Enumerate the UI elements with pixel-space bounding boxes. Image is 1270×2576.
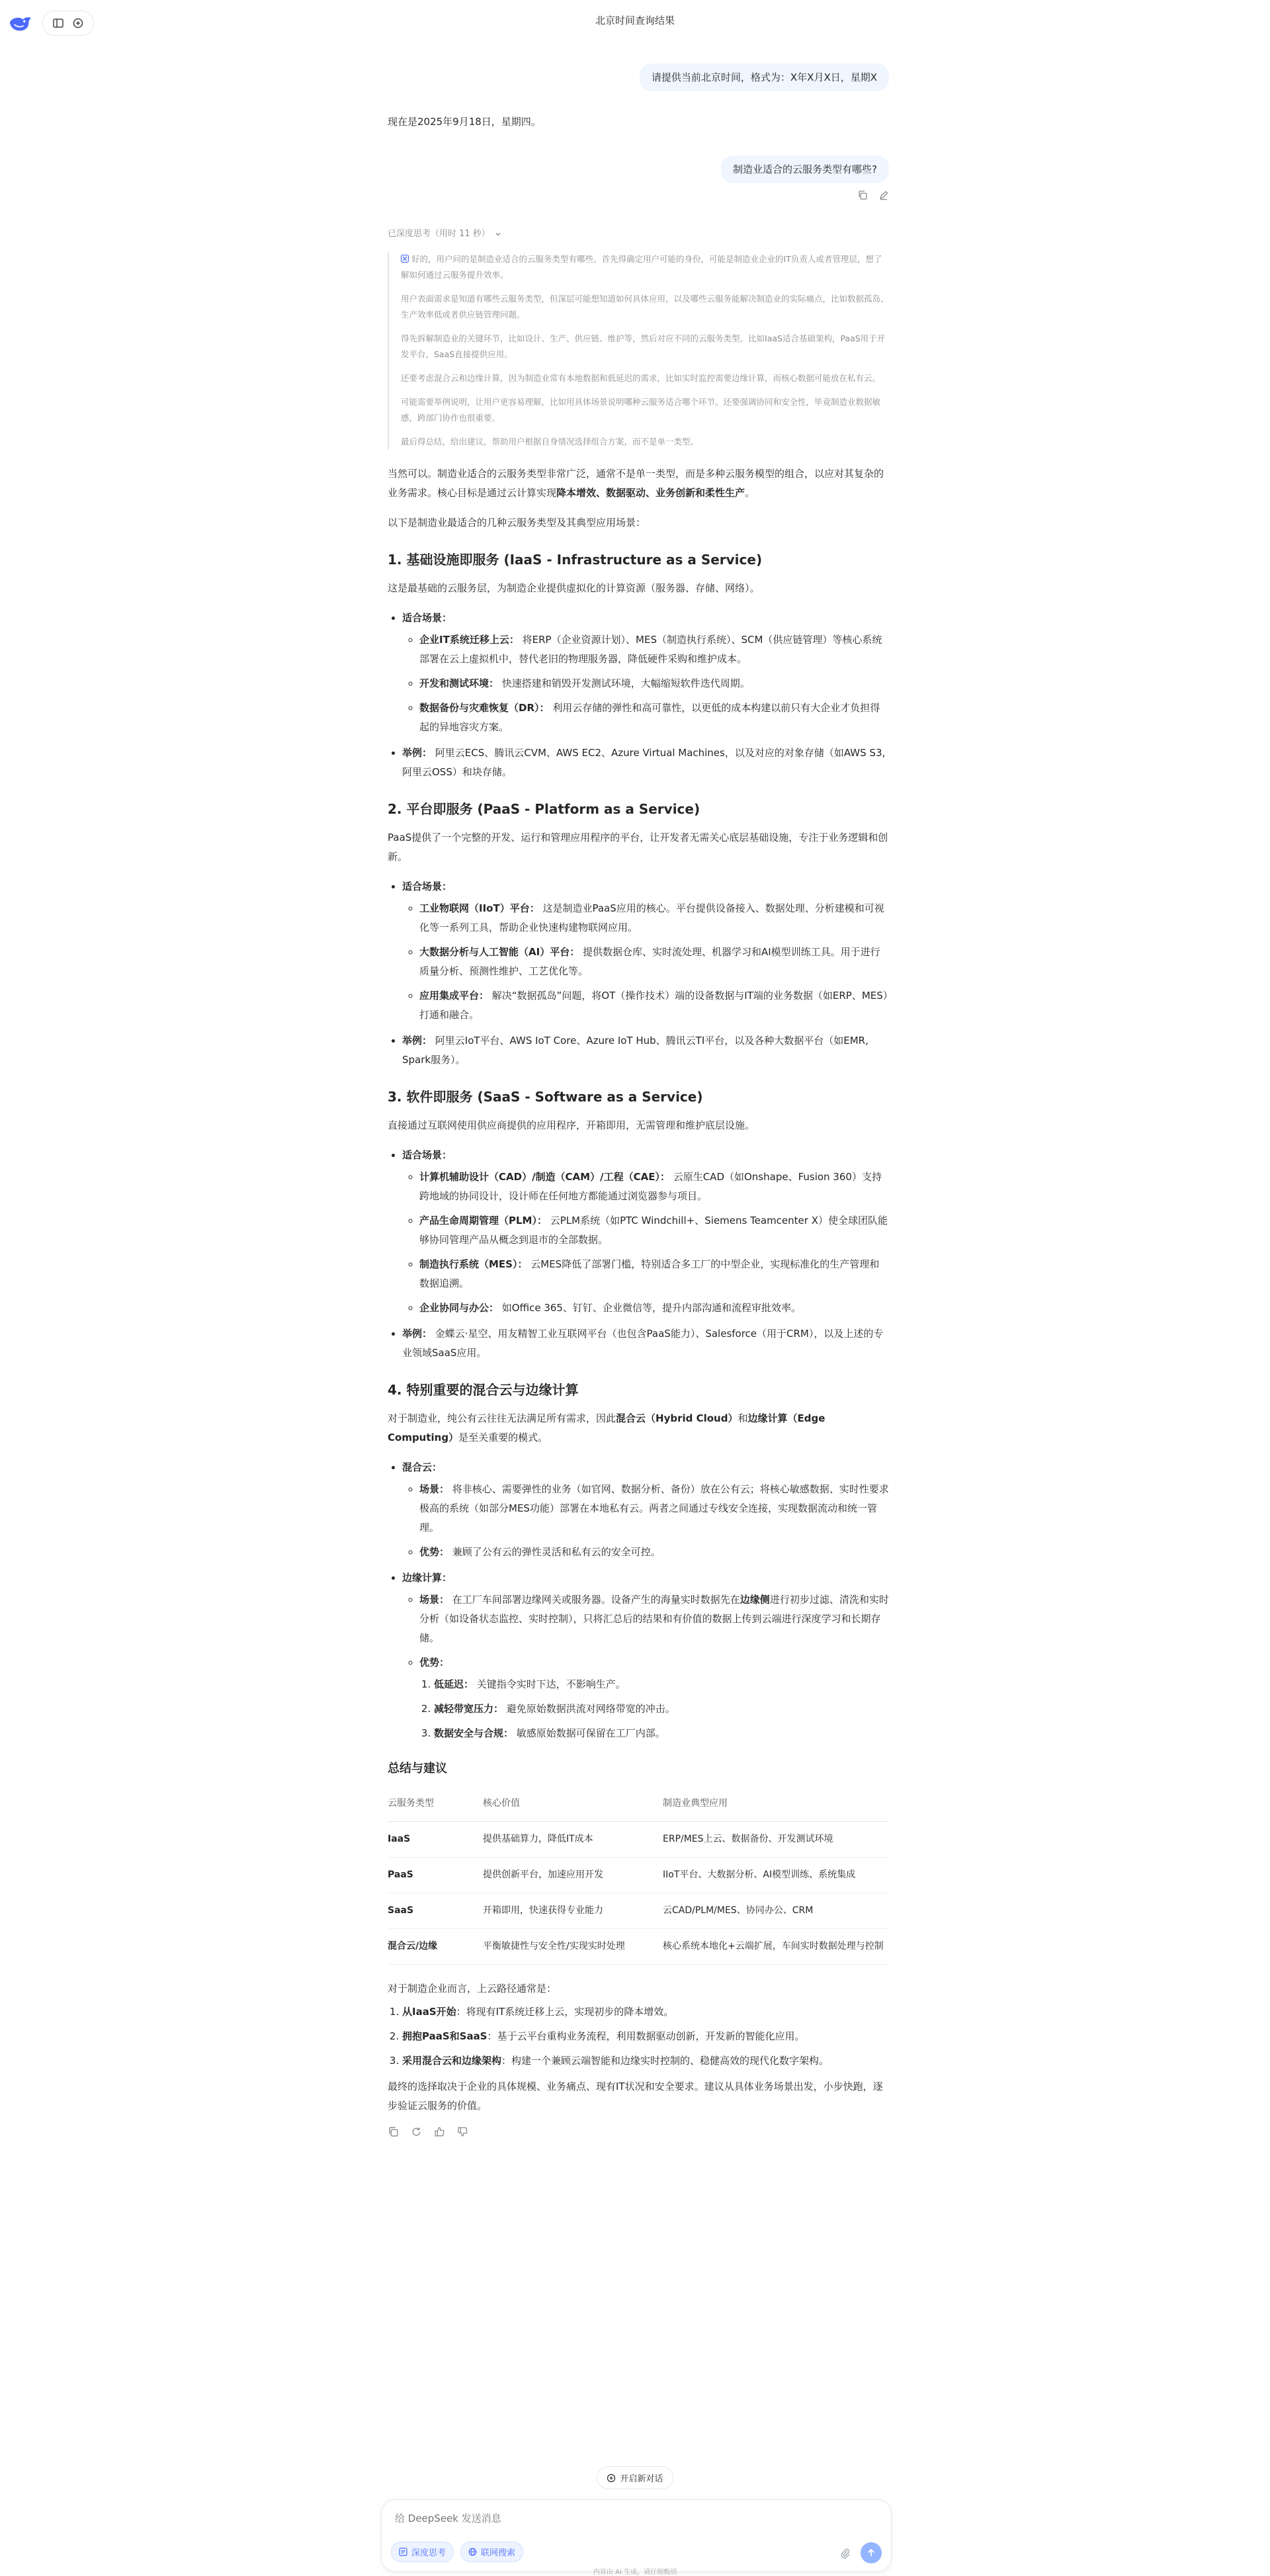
list-item: • 适合场景： ◦ 工业物联网（IIoT）平台： 这是制造业PaaS应用的核心。平台提供设备接入、数据处理、分析建模和可视化等一系列工具，帮助企业快速构建物联网应用。 ◦ 大数据分析与人工智能（AI）平台： 提供数据仓库、实时流处理、机器学习和AI模型训练工具。用于进行质量分析、预测性维护、工艺优化等。 ◦ 应用集成平台： 解决“数据孤岛”问题，将OT（操作技术）端的设备数据与IT端的业务数据（如ERP、MES）打通和融合。	[402, 877, 889, 1025]
summary-table	[388, 1786, 889, 1965]
table-cell: 开箱即用，快速获得专业能力	[483, 1893, 663, 1929]
thinking-paragraph: 用户表面需求是知道有哪些云服务类型，但深层可能想知道如何具体应用，以及哪些云服务能解决制造业的实际痛点，比如数据孤岛、生产效率低或者供应链管理问题。	[401, 294, 889, 320]
list-item: ◦ 大数据分析与人工智能（AI）平台： 提供数据仓库、实时流处理、机器学习和AI模型训练工具。用于进行质量分析、预测性维护、工艺优化等。	[419, 943, 889, 981]
regenerate-icon[interactable]	[411, 2126, 422, 2137]
deep-think-label: 深度思考	[411, 2548, 446, 2558]
copy-icon[interactable]	[388, 2126, 399, 2137]
user-message-actions	[388, 190, 889, 200]
list-item: 1. 从IaaS开始：将现有IT系统迁移上云，实现初步的降本增效。	[402, 2002, 889, 2022]
list-item: • 混合云： ◦ 场景： 将非核心、需要弹性的业务（如官网、数据分析、备份）放在公有云；将核心敏感数据、实时性要求极高的系统（如部分MES功能）部署在本地私有云。两者之间通过专线安全连接，实现数据流动和统一管理。 ◦ 优势： 兼顾了公有云的弹性灵活和私有云的安全可控。	[402, 1458, 889, 1562]
list-item: • 适合场景： ◦ 计算机辅助设计（CAD）/制造（CAM）/工程（CAE）： 云原生CAD（如Onshape、Fusion 360）支持跨地域的协同设计，设计师在任何地方都能通过浏览器参与项目。 ◦ 产品生命周期管理（PLM）： 云PLM系统（如PTC Windchill+、Siemens Teamcenter X）使全球团队能够协同管理产品从概念到退市的全部数据。 ◦ 制造执行系统（MES）： 云MES降低了部署门槛，特别适合多工厂的中型企业，实现标准化的生产管理和数据追溯。 ◦ 企业协同与办公： 如Office 365、钉钉、企业微信等，提升内部沟通和流程审批效率。	[402, 1146, 889, 1318]
list-item: 2. 减轻带宽压力： 避免原始数据洪流对网络带宽的冲击。	[434, 1699, 889, 1719]
closing-paragraph: 最终的选择取决于企业的具体规模、业务痛点、现有IT状况和安全要求。建议从具体业务场景出发，小步快跑，逐步验证云服务的价值。	[388, 2081, 883, 2112]
globe-icon	[468, 2548, 477, 2556]
list-item: ◦ 数据备份与灾难恢复（DR）： 利用云存储的弹性和高可靠性，以更低的成本构建以前只有大企业才负担得起的异地容灾方案。	[419, 699, 889, 737]
response-actions	[388, 2126, 889, 2137]
section-list	[388, 609, 889, 782]
list-item: ◦ 应用集成平台： 解决“数据孤岛”问题，将OT（操作技术）端的设备数据与IT端的业务数据（如ERP、MES）打通和融合。	[419, 986, 889, 1025]
user-message-row	[388, 64, 889, 91]
thinking-paragraph: 还要考虑混合云和边缘计算，因为制造业常有本地数据和低延迟的需求，比如实时监控需要边缘计算，而核心数据可能放在私有云。	[401, 373, 881, 383]
new-chat-label: 开启新对话	[620, 2474, 663, 2484]
list-item: ◦ 场景： 将非核心、需要弹性的业务（如官网、数据分析、备份）放在公有云；将核心敏感数据、实时性要求极高的系统（如部分MES功能）部署在本地私有云。两者之间通过专线安全连接，实现数据流动和统一管理。	[419, 1480, 889, 1537]
path-intro: 对于制造企业而言，上云路径通常是：	[388, 1983, 557, 1995]
table-cell: 混合云/边缘	[388, 1929, 483, 1965]
section-desc: PaaS提供了一个完整的开发、运行和管理应用程序的平台，让开发者无需关心底层基础设施，专注于业务逻辑和创新。	[388, 832, 888, 863]
web-search-label: 联网搜索	[481, 2548, 516, 2558]
sub-list	[402, 630, 889, 737]
section-desc: 这是最基础的云服务层，为制造企业提供虚拟化的计算资源（服务器、存储、网络）。	[388, 582, 760, 594]
table-cell: IIoT平台、大数据分析、AI模型训练、系统集成	[663, 1858, 889, 1893]
table-cell: PaaS	[388, 1858, 483, 1893]
section-heading: 总结与建议	[388, 1762, 447, 1776]
user-message: 制造业适合的云服务类型有哪些?	[721, 155, 889, 183]
web-search-button[interactable]	[460, 2542, 523, 2562]
numbered-list	[388, 2002, 889, 2071]
table-row	[388, 1929, 889, 1965]
deep-think-icon	[399, 2548, 407, 2556]
section-heading: 3. 软件即服务 (SaaS - Software as a Service)	[388, 1089, 703, 1105]
list-item: 3. 采用混合云和边缘架构：构建一个兼顾云端智能和边缘实时控制的、稳健高效的现代化数字架构。	[402, 2051, 889, 2071]
section-heading: 4. 特别重要的混合云与边缘计算	[388, 1382, 579, 1398]
table-row	[388, 1893, 889, 1929]
table-header: 制造业典型应用	[663, 1786, 889, 1822]
list-item: 3. 数据安全与合规： 敏感原始数据可保留在工厂内部。	[434, 1724, 889, 1743]
section-list	[388, 1458, 889, 1743]
user-message: 请提供当前北京时间，格式为：X年X月X日，星期X	[640, 64, 889, 91]
table-cell: 核心系统本地化+云端扩展，车间实时数据处理与控制	[663, 1929, 889, 1965]
answer-text: 现在是2025年9月18日，星期四。	[388, 116, 541, 128]
table-header: 云服务类型	[388, 1786, 483, 1822]
paperclip-icon[interactable]	[839, 2548, 851, 2559]
list-item: ◦ 产品生命周期管理（PLM）： 云PLM系统（如PTC Windchill+、Siemens Teamcenter X）使全球团队能够协同管理产品从概念到退市的全部数据。	[419, 1211, 889, 1250]
thinking-paragraph: 得先拆解制造业的关键环节，比如设计、生产、供应链、维护等，然后对应不同的云服务类型。比如IaaS适合基础架构，PaaS用于开发平台，SaaS直接提供应用。	[401, 333, 886, 359]
sub-list	[402, 899, 889, 1025]
deep-think-icon	[401, 255, 409, 263]
new-chat-icon	[607, 2473, 616, 2483]
list-item: ◦ 工业物联网（IIoT）平台： 这是制造业PaaS应用的核心。平台提供设备接入、数据处理、分析建模和可视化等一系列工具，帮助企业快速构建物联网应用。	[419, 899, 889, 937]
new-chat-button[interactable]	[597, 2466, 673, 2489]
thumbs-down-icon[interactable]	[457, 2126, 468, 2137]
thinking-toggle[interactable]	[388, 224, 889, 243]
chat-title: 北京时间查询结果	[595, 15, 675, 26]
section-desc: 直接通过互联网使用供应商提供的应用程序，开箱即用，无需管理和维护底层设施。	[388, 1119, 755, 1131]
edit-icon[interactable]	[878, 190, 889, 200]
intro-paragraph: 当然可以。制造业适合的云服务类型非常广泛，通常不是单一类型，而是多种云服务模型的组合，以应对其复杂的业务需求。核心目标是通过云计算实现降本增效、数据驱动、业务创新和柔性生产。	[388, 468, 884, 499]
list-item: ◦ 制造执行系统（MES）： 云MES降低了部署门槛，特别适合多工厂的中型企业，实现标准化的生产管理和数据追溯。	[419, 1255, 889, 1293]
thinking-content	[388, 251, 889, 450]
numbered-list	[419, 1675, 889, 1743]
disclaimer: 内容由 AI 生成，请仔细甄别	[593, 2569, 677, 2576]
list-item: • 适合场景： ◦ 企业IT系统迁移上云： 将ERP（企业资源计划）、MES（制造执行系统）、SCM（供应链管理）等核心系统部署在云上虚拟机中，替代老旧的物理服务器，降低硬件采购和维护成本。 ◦ 开发和测试环境： 快速搭建和销毁开发测试环境，大幅缩短软件迭代周期。 ◦ 数据备份与灾难恢复（DR）： 利用云存储的弹性和高可靠性，以更低的成本构建以前只有大企业才负担得起的异地容灾方案。	[402, 609, 889, 737]
user-message-row	[388, 155, 889, 183]
intro-paragraph: 以下是制造业最适合的几种云服务类型及其典型应用场景：	[388, 517, 646, 529]
section-heading: 2. 平台即服务 (PaaS - Platform as a Service)	[388, 801, 700, 817]
new-chat-container	[0, 2466, 1270, 2489]
table-header: 核心价值	[483, 1786, 663, 1822]
table-cell: IaaS	[388, 1822, 483, 1858]
section-list	[388, 1146, 889, 1363]
thinking-paragraph: 好的，用户问的是制造业适合的云服务类型有哪些。首先得确定用户可能的身份，可能是制造业企业的IT负责人或者管理层，想了解如何通过云服务提升效率。	[401, 254, 882, 280]
table-cell: ERP/MES上云、数据备份、开发测试环境	[663, 1822, 889, 1858]
table-cell: 云CAD/PLM/MES、协同办公、CRM	[663, 1893, 889, 1929]
copy-icon[interactable]	[857, 190, 868, 200]
list-item: ◦ 场景： 在工厂车间部署边缘网关或服务器。设备产生的海量实时数据先在边缘侧进行初步过滤、清洗和实时分析（如设备状态监控、实时控制），只将汇总后的结果和有价值的数据上传到云端进行深度学习和长期存储。	[419, 1590, 889, 1648]
arrow-up-icon	[867, 2548, 876, 2557]
table-cell: SaaS	[388, 1893, 483, 1929]
deep-think-button[interactable]	[391, 2542, 454, 2562]
composer-tools	[391, 2542, 523, 2562]
assistant-message	[388, 224, 889, 2137]
list-item: ◦ 优势： 1. 低延迟： 关键指令实时下达，不影响生产。 2. 减轻带宽压力： 避免原始数据洪流对网络带宽的冲击。 3. 数据安全与合规： 敏感原始数据可保留在工厂内部。	[419, 1653, 889, 1743]
list-item: ◦ 企业IT系统迁移上云： 将ERP（企业资源计划）、MES（制造执行系统）、SCM（供应链管理）等核心系统部署在云上虚拟机中，替代老旧的物理服务器，降低硬件采购和维护成本。	[419, 630, 889, 669]
section-desc: 对于制造业，纯公有云往往无法满足所有需求，因此混合云（Hybrid Cloud）和边缘计算（Edge Computing）是至关重要的模式。	[388, 1412, 826, 1443]
table-cell: 提供创新平台，加速应用开发	[483, 1858, 663, 1893]
table-row	[388, 1822, 889, 1858]
sub-list	[402, 1168, 889, 1318]
list-item: ◦ 企业协同与办公： 如Office 365、钉钉、企业微信等，提升内部沟通和流程审批效率。	[419, 1299, 889, 1318]
message-input[interactable]	[394, 2512, 859, 2525]
list-item: • 边缘计算： ◦ 场景： 在工厂车间部署边缘网关或服务器。设备产生的海量实时数据先在边缘侧进行初步过滤、清洗和实时分析（如设备状态监控、实时控制），只将汇总后的结果和有价值的数据上传到云端进行深度学习和长期存储。 ◦ 优势： 1. 低延迟： 关键指令实时下达，不影响生产。 2. 减轻带宽压力： 避免原始数据洪流对网络带宽的冲击。 3. 数据安全与合规： 敏感原始数据可保留在工厂内部。	[402, 1568, 889, 1743]
thinking-paragraph: 最后得总结，给出建议，帮助用户根据自身情况选择组合方案，而不是单一类型。	[401, 437, 699, 447]
table-row	[388, 1858, 889, 1893]
list-item: 2. 拥抱PaaS和SaaS：基于云平台重构业务流程，利用数据驱动创新，开发新的智能化应用。	[402, 2027, 889, 2046]
conversation	[388, 64, 889, 2137]
list-item: ◦ 计算机辅助设计（CAD）/制造（CAM）/工程（CAE）： 云原生CAD（如Onshape、Fusion 360）支持跨地域的协同设计，设计师在任何地方都能通过浏览器参与项目。	[419, 1168, 889, 1206]
list-item: • 举例： 阿里云ECS、腾讯云CVM、AWS EC2、Azure Virtual Machines，以及对应的对象存储（如AWS S3, 阿里云OSS）和块存储。	[402, 744, 889, 782]
thinking-label: 已深度思考（用时 11 秒）	[388, 229, 490, 239]
list-item: ◦ 优势： 兼顾了公有云的弹性灵活和私有云的安全可控。	[419, 1543, 889, 1562]
send-button[interactable]	[861, 2542, 882, 2563]
assistant-message	[388, 112, 889, 132]
message-composer	[381, 2499, 892, 2572]
thumbs-up-icon[interactable]	[434, 2126, 445, 2137]
table-cell: 平衡敏捷性与安全性/实现实时处理	[483, 1929, 663, 1965]
table-cell: 提供基础算力，降低IT成本	[483, 1822, 663, 1858]
sub-list	[402, 1590, 889, 1743]
list-item: ◦ 开发和测试环境： 快速搭建和销毁开发测试环境，大幅缩短软件迭代周期。	[419, 674, 889, 693]
list-item: • 举例： 金蝶云·星空、用友精智工业互联网平台（也包含PaaS能力）、Salesforce（用于CRM），以及上述的专业领域SaaS应用。	[402, 1324, 889, 1363]
section-list	[388, 877, 889, 1070]
chevron-down-icon	[494, 230, 502, 238]
list-item: 1. 低延迟： 关键指令实时下达，不影响生产。	[434, 1675, 889, 1694]
list-item: • 举例： 阿里云IoT平台、AWS IoT Core、Azure IoT Hub、腾讯云TI平台，以及各种大数据平台（如EMR, Spark服务）。	[402, 1031, 889, 1070]
section-heading: 1. 基础设施即服务 (IaaS - Infrastructure as a Service)	[388, 552, 763, 568]
thinking-paragraph: 可能需要举例说明，让用户更容易理解，比如用具体场景说明哪种云服务适合哪个环节。还要强调协同和安全性，毕竟制造业数据敏感，跨部门协作也很重要。	[401, 397, 881, 423]
table-header-row	[388, 1786, 889, 1822]
sub-list	[402, 1480, 889, 1562]
